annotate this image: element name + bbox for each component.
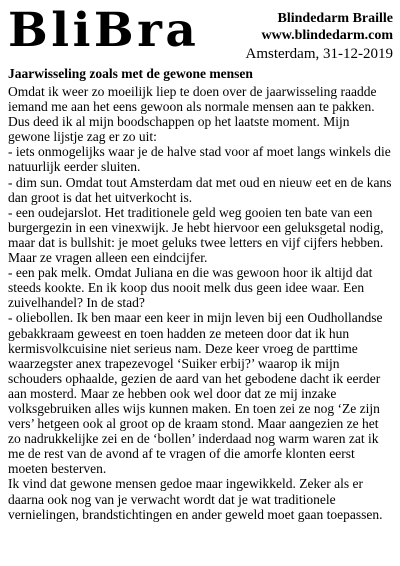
article-paragraph: - oliebollen. Ik ben maar een keer in mijn leven bij een Oudhollandse gebakkraam geweest en toen hadden ze meteen door dat ik hun kermisvolkcuisine niet serieus nam. Deze keer vroeg de parttime waarzegster anex trapezevogel ‘Suiker erbij?’ waarop ik mijn schouders ophaalde, gezien de aard van het gebodene dacht ik eerder aan mosterd. Maar ze hebben ook wel door dat ze mij inzake volksgebruiken alles wijs kunnen maken. En toen zei ze nog ‘Ze zijn vers’ hetgeen ook al groot op de kraam stond. Maar aangezien ze het zo nadrukkelijke zei en de ‘bollen’ inderdaad nog warm waren zat ik me de rest van de avond af te vragen of die amorfe klonten eerst moeten besterven.: [8, 310, 383, 477]
blibra-logo: BliBra: [8, 3, 200, 58]
article-paragraph: - een pak melk. Omdat Juliana en die was gewoon hoor ik altijd dat steeds kookte. En ik koop dus nooit melk dus geen idee waar. Een zuivelhandel? In de stad?: [8, 265, 373, 311]
masthead: [8, 3, 393, 66]
site-url: www.blindedarm.com: [261, 28, 393, 43]
article-headline: Jaarwisseling zoals met de gewone mensen: [8, 66, 253, 81]
site-name: Blindedarm Braille: [277, 11, 393, 26]
newsletter-page: [8, 3, 393, 522]
article-paragraph: - dim sun. Omdat tout Amsterdam dat met oud en nieuw eet en de kans dan groot is dat het uitverkocht is.: [8, 174, 392, 205]
article-paragraph: - iets onmogelijks waar je de halve stad voor af moet langs winkels die natuurlijk eerder sluiten.: [8, 144, 391, 175]
article-body: [8, 84, 393, 522]
article-paragraph: Ik vind dat gewone mensen gedoe maar ingewikkeld. Zeker als er daarna ook nog van je verwacht wordt dat je wat traditionele vernielingen, brandstichtingen en ander geweld moet gaan toepassen.: [8, 476, 383, 522]
dateline: Amsterdam, 31-12-2019: [245, 46, 393, 62]
article-paragraph: Omdat ik weer zo moeilijk liep te doen over de jaarwisseling raadde iemand me aan het eens gewoon als normale mensen aan te pakken. Dus deed ik al mijn boodschappen op het laatste moment. Mijn gewone lijstje zag er zo uit:: [8, 84, 377, 145]
article-paragraph: - een oudejarslot. Het traditionele geld weg gooien ten bate van een burgergezin in een vinexwijk. Je hebt hiervoor een geluksgetal nodig, maar dat is bullshit: je moet geluks twee letters en vijf cijfers hebben. Maar ze vragen alleen een eindcijfer.: [8, 204, 384, 266]
